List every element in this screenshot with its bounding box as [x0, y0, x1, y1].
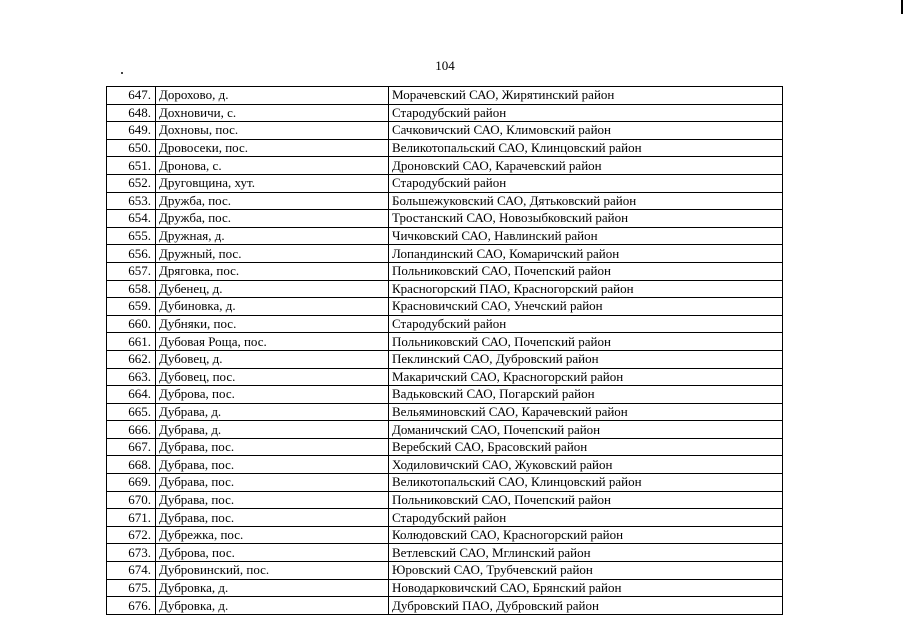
table-row [107, 227, 783, 245]
table-row [107, 139, 783, 157]
row-number: 654. [107, 210, 156, 228]
table-row [107, 298, 783, 316]
settlement-name: Дубрава, пос. [156, 438, 389, 456]
row-number: 650. [107, 139, 156, 157]
row-number: 666. [107, 421, 156, 439]
settlement-name: Дубрава, пос. [156, 474, 389, 492]
administrative-area: Веребский САО, Брасовский район [389, 438, 783, 456]
administrative-area: Стародубский район [389, 315, 783, 333]
row-number: 669. [107, 474, 156, 492]
settlement-name: Дровосеки, пос. [156, 139, 389, 157]
table-row [107, 104, 783, 122]
administrative-area: Тростанский САО, Новозыбковский район [389, 210, 783, 228]
table-row [107, 403, 783, 421]
page-number: 104 [435, 58, 455, 73]
settlement-name: Дубрежка, пос. [156, 526, 389, 544]
table-row [107, 597, 783, 615]
administrative-area: Юровский САО, Трубчевский район [389, 562, 783, 580]
row-number: 647. [107, 87, 156, 105]
administrative-area: Польниковский САО, Почепский район [389, 491, 783, 509]
administrative-area: Вадьковский САО, Погарский район [389, 386, 783, 404]
settlement-name: Дубовец, пос. [156, 368, 389, 386]
administrative-area: Польниковский САО, Почепский район [389, 262, 783, 280]
administrative-area: Чичковский САО, Навлинский район [389, 227, 783, 245]
administrative-area: Дроновский САО, Карачевский район [389, 157, 783, 175]
table-row [107, 245, 783, 263]
administrative-area: Новодарковичский САО, Брянский район [389, 579, 783, 597]
table-row [107, 562, 783, 580]
table-body [107, 87, 783, 615]
table-row [107, 386, 783, 404]
settlement-name: Дружба, пос. [156, 210, 389, 228]
settlement-name: Дружный, пос. [156, 245, 389, 263]
row-number: 674. [107, 562, 156, 580]
administrative-area: Стародубский район [389, 104, 783, 122]
row-number: 668. [107, 456, 156, 474]
administrative-area: Колюдовский САО, Красногорский район [389, 526, 783, 544]
table-row [107, 421, 783, 439]
settlement-name: Дубрава, д. [156, 403, 389, 421]
table-row [107, 262, 783, 280]
row-number: 670. [107, 491, 156, 509]
row-number: 661. [107, 333, 156, 351]
settlement-name: Дряговка, пос. [156, 262, 389, 280]
row-number: 652. [107, 174, 156, 192]
row-number: 675. [107, 579, 156, 597]
row-number: 672. [107, 526, 156, 544]
row-number: 659. [107, 298, 156, 316]
settlements-table [106, 86, 783, 615]
administrative-area: Доманичский САО, Почепский район [389, 421, 783, 439]
administrative-area: Красногорский ПАО, Красногорский район [389, 280, 783, 298]
row-number: 653. [107, 192, 156, 210]
row-number: 657. [107, 262, 156, 280]
table-row [107, 438, 783, 456]
settlement-name: Дубняки, пос. [156, 315, 389, 333]
administrative-area: Сачковичский САО, Климовский район [389, 122, 783, 140]
settlement-name: Дохновы, пос. [156, 122, 389, 140]
row-number: 676. [107, 597, 156, 615]
table-row [107, 368, 783, 386]
table-row [107, 122, 783, 140]
settlement-name: Дуброва, пос. [156, 544, 389, 562]
table-row [107, 174, 783, 192]
administrative-area: Макаричский САО, Красногорский район [389, 368, 783, 386]
row-number: 663. [107, 368, 156, 386]
row-number: 662. [107, 350, 156, 368]
row-number: 660. [107, 315, 156, 333]
administrative-area: Ходиловичский САО, Жуковский район [389, 456, 783, 474]
table-row [107, 192, 783, 210]
settlement-name: Дружба, пос. [156, 192, 389, 210]
administrative-area: Морачевский САО, Жирятинский район [389, 87, 783, 105]
corner-mark [901, 0, 903, 14]
settlement-name: Дубиновка, д. [156, 298, 389, 316]
administrative-area: Ветлевский САО, Мглинский район [389, 544, 783, 562]
administrative-area: Пеклинский САО, Дубровский район [389, 350, 783, 368]
settlement-name: Дуброва, пос. [156, 386, 389, 404]
settlement-name: Дубрава, пос. [156, 509, 389, 527]
administrative-area: Стародубский район [389, 174, 783, 192]
administrative-area: Вельяминовский САО, Карачевский район [389, 403, 783, 421]
row-number: 673. [107, 544, 156, 562]
table-row [107, 350, 783, 368]
row-number: 664. [107, 386, 156, 404]
row-number: 667. [107, 438, 156, 456]
table-row [107, 456, 783, 474]
table-row [107, 157, 783, 175]
settlement-name: Дубрава, пос. [156, 491, 389, 509]
administrative-area: Лопандинский САО, Комаричский район [389, 245, 783, 263]
settlement-name: Дубовец, д. [156, 350, 389, 368]
settlement-name: Дубрава, пос. [156, 456, 389, 474]
row-number: 665. [107, 403, 156, 421]
row-number: 671. [107, 509, 156, 527]
table-row [107, 544, 783, 562]
settlement-name: Дубровка, д. [156, 597, 389, 615]
administrative-area: Большежуковский САО, Дятьковский район [389, 192, 783, 210]
row-number: 656. [107, 245, 156, 263]
settlement-name: Дубовая Роща, пос. [156, 333, 389, 351]
table-row [107, 280, 783, 298]
table-row [107, 526, 783, 544]
settlement-name: Дорохово, д. [156, 87, 389, 105]
settlement-name: Дубровинский, пос. [156, 562, 389, 580]
table-row [107, 333, 783, 351]
settlement-name: Друговщина, хут. [156, 174, 389, 192]
settlement-name: Дронова, с. [156, 157, 389, 175]
row-number: 658. [107, 280, 156, 298]
table-row [107, 474, 783, 492]
table-row [107, 509, 783, 527]
administrative-area: Великотопальский САО, Клинцовский район [389, 139, 783, 157]
row-number: 649. [107, 122, 156, 140]
row-number: 648. [107, 104, 156, 122]
table-row [107, 210, 783, 228]
administrative-area: Великотопальский САО, Клинцовский район [389, 474, 783, 492]
administrative-area: Стародубский район [389, 509, 783, 527]
table-row [107, 491, 783, 509]
table-row [107, 315, 783, 333]
row-number: 651. [107, 157, 156, 175]
administrative-area: Польниковский САО, Почепский район [389, 333, 783, 351]
settlement-name: Дубрава, д. [156, 421, 389, 439]
administrative-area: Красновичский САО, Унечский район [389, 298, 783, 316]
settlement-name: Дружная, д. [156, 227, 389, 245]
settlement-name: Дубровка, д. [156, 579, 389, 597]
table-row [107, 579, 783, 597]
settlement-name: Дохновичи, с. [156, 104, 389, 122]
administrative-area: Дубровский ПАО, Дубровский район [389, 597, 783, 615]
table-row [107, 87, 783, 105]
settlement-name: Дубенец, д. [156, 280, 389, 298]
row-number: 655. [107, 227, 156, 245]
